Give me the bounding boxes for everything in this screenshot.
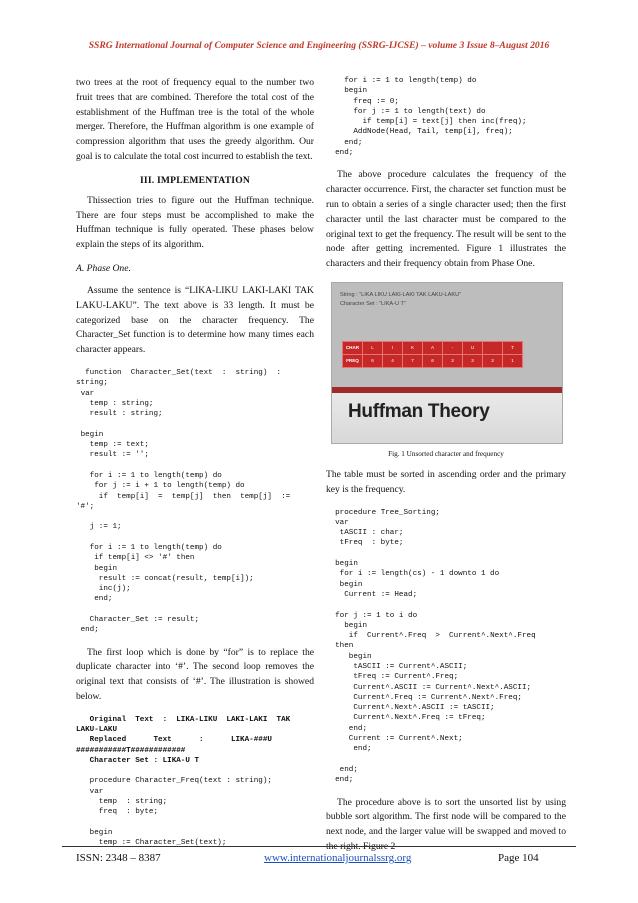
table-cell: 6 [423, 354, 443, 367]
journal-header: SSRG International Journal of Computer Science and Engineering (SSRG-IJCSE) – volume 3 Issue 8–August 2016 [88, 40, 550, 51]
character-freq-code-cont: for i := 1 to length(temp) do begin freq := 0; for j := 1 to length(text) do if temp[i] = text[j] then inc(freq); AddNode(Head, Tail, temp[i], freq); end; end; [335, 77, 527, 158]
table-cell: 4 [383, 354, 403, 367]
table-cell: FREQ [343, 354, 363, 367]
table-cell: 1 [503, 354, 523, 367]
footer-issn: ISSN: 2348 – 8387 [76, 852, 161, 864]
character-freq-code: procedure Character_Freq(text : string); var temp : string; freq : byte; begin temp := Character_Set(text); [89, 777, 272, 848]
table-cell: - [443, 341, 463, 354]
footer-divider [62, 846, 576, 847]
table-cell: K [403, 341, 423, 354]
figure-string-line: String : “LIKA LIKU LAKI-LAKI TAK LAKU-LAKU” [340, 291, 462, 298]
figure-frequency-table [342, 341, 523, 368]
frequency-paragraph: The above procedure calculates the frequency of the character occurrence. First, the character set function must be run to obtain a series of a single character used; then the first character until the last character must be compared to the original text to get the frequency. The result will be sent to the node after getting incremented. Figure 1 illustrates the characters and their frequency obtain from Phase One. [326, 169, 566, 270]
bubble-sort-paragraph: The procedure above is to sort the unsorted list by using bubble sort algorithm. The first node will be compared to the next node, and the larger value will be swapped and moved to the right. Figure 2 [326, 796, 566, 852]
section-paragraph: Thissection tries to figure out the Huffman technique. There are four steps must be accomplished to make the Huffman technique is fully operated. These phases below explain the steps of its algorithm. [76, 194, 314, 251]
phase-paragraph: Assume the sentence is “LIKA-LIKU LAKI-LAKI TAK LAKU-LAKU”. The text above is 33 length. It must be categorized base on the character frequency. The Character_Set function is to determine how many times each character appears. [76, 284, 314, 356]
character-set-code: function Character_Set(text : string) : string; var temp : string; result : string; begin temp := text; result := ''; for i := 1 to length(temp) do for j := i + 1 to length(temp) do if temp[i] = temp[j] then temp[j] := '#'; j := 1; for i := 1 to length(temp) do if temp[i] <> '#' then begin result := concat(result, temp[i]); inc(j); end; Character_Set := result; end; [76, 368, 291, 635]
figure-charset-line: Character Set : “LIKA-U T” [340, 300, 406, 307]
table-cell: 3 [463, 354, 483, 367]
sort-paragraph: The table must be sorted in ascending order and the primary key is the frequency. [326, 468, 566, 495]
loop-paragraph: The first loop which is done by “for” is to replace the duplicate character into ‘#’. The second loop removes the original text that consists of ‘#’. The illustration is showed below. [76, 646, 314, 703]
table-cell: L [363, 341, 383, 354]
figure-caption: Fig. 1 Unsorted character and frequency [388, 449, 504, 458]
intro-paragraph: two trees at the root of frequency equal to the number two fruit trees that are combined. Therefore the total cost of the establishment of the Huffman tree is the total of the whole merger. Therefore, the Huffman algorithm is one example of compression algorithm that uses the greedy algorithm. Our goal is to calculate the total cost incurred to establish the text. [76, 77, 314, 162]
table-cell: A [423, 341, 443, 354]
footer-website-link[interactable]: www.internationaljournalssrg.org [264, 852, 412, 864]
table-cell: T [503, 341, 523, 354]
table-cell: 3 [443, 354, 463, 367]
figure-char-row [343, 341, 523, 354]
figure-text [340, 291, 554, 335]
tree-sorting-code: procedure Tree_Sorting; var tASCII : char; tFreq : byte; begin for i := length(cs) - 1 downto 1 do begin Current := Head; for j := 1 to i do begin if Current^.Freq > Current^.Next^.Freq then begin tASCII := Current^.ASCII; tFreq := Current^.Freq; Current^.ASCII := Current^.Next^.ASCII; Current^.Freq := Current^.Next^.Freq; Current^.Next^.ASCII := tASCII; Current^.Next^.Freq := tFreq; end; Current := Current^.Next; end; end; end; [335, 508, 536, 785]
section-heading: III. IMPLEMENTATION [139, 174, 251, 186]
figure-1 [331, 282, 563, 444]
right-column [326, 76, 566, 865]
table-cell: U [463, 341, 483, 354]
table-cell: 7 [403, 354, 423, 367]
table-cell: CHAR [343, 341, 363, 354]
left-column [76, 76, 314, 858]
table-cell: 3 [483, 354, 503, 367]
figure-brand-text: Huffman Theory [348, 400, 490, 422]
table-cell [483, 341, 503, 354]
figure-freq-row [343, 354, 523, 367]
figure-brand-banner [332, 393, 562, 443]
table-cell: 6 [363, 354, 383, 367]
subsection-heading: A. Phase One. [76, 262, 131, 274]
footer-page-number: Page 104 [498, 852, 539, 864]
table-cell: I [383, 341, 403, 354]
illustration-block: Original Text : LIKA-LIKU LAKI-LAKI TAK LAKU-LAKU Replaced Text : LIKA-###U ###########T############ Character Set : LIKA-U T [76, 715, 291, 766]
